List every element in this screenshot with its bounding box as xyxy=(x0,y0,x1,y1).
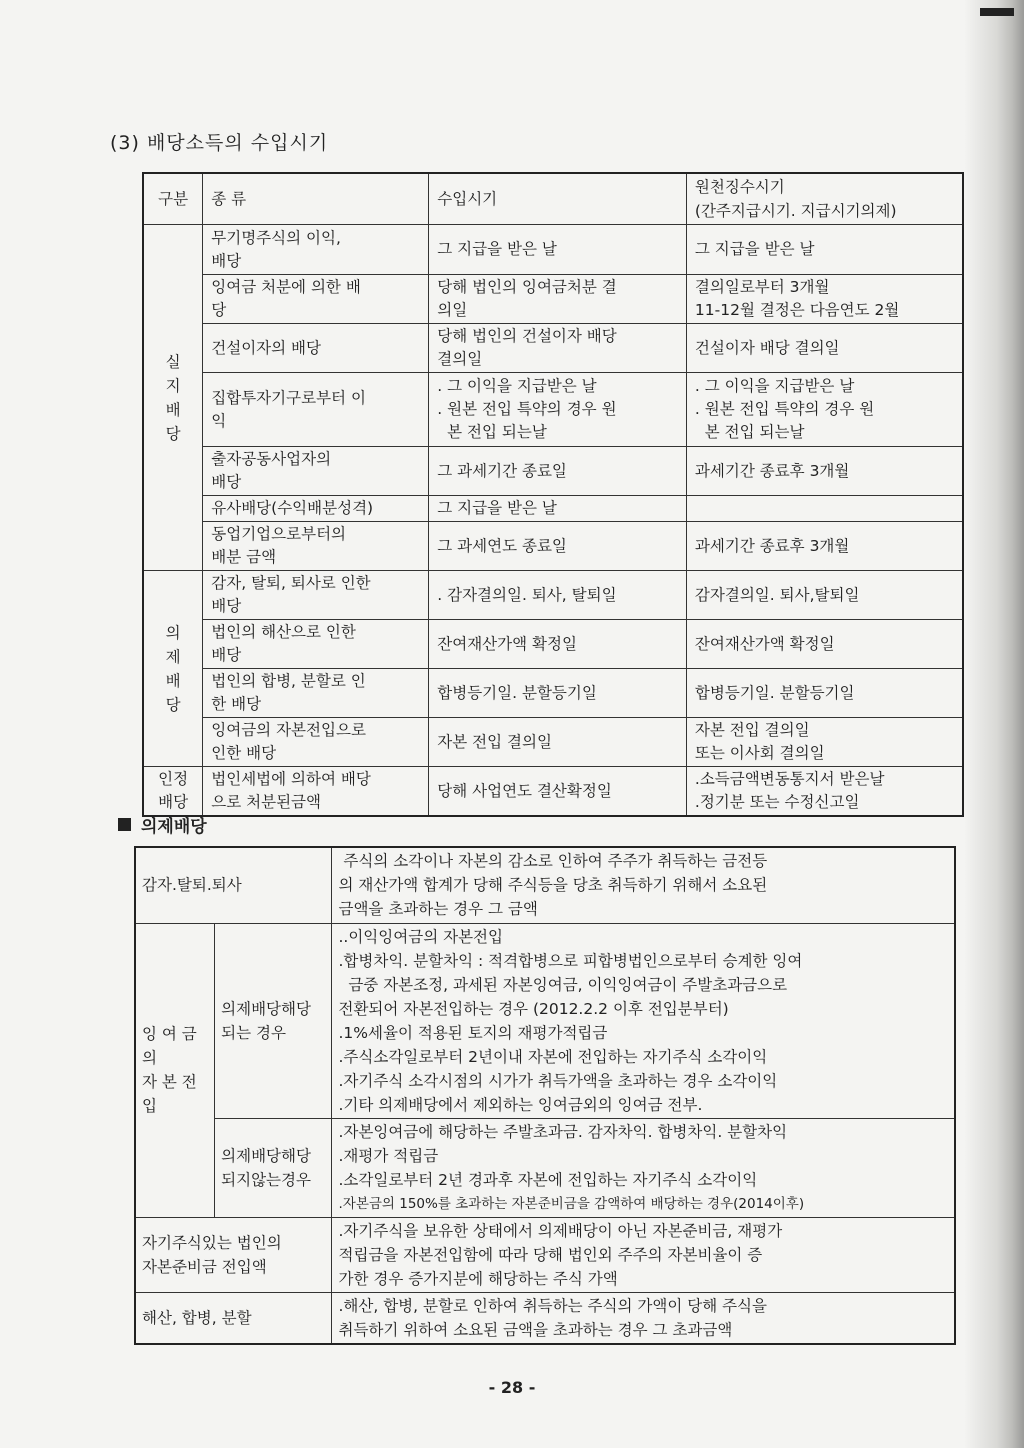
row-kind: 법인의 합병, 분할로 인 한 배당 xyxy=(203,669,429,718)
table-row xyxy=(143,275,963,324)
list-item: .기타 의제배당에서 제외하는 잉여금외의 잉여금 전부. xyxy=(338,1095,703,1114)
header-category: 구분 xyxy=(143,173,203,225)
header-withhold-line1: 원천징수시기 xyxy=(694,178,785,196)
row-kind: 무기명주식의 이익, 배당 xyxy=(203,225,429,275)
dividend-timing-table xyxy=(142,172,964,817)
row-kind: 잉여금 처분에 의한 배 당 xyxy=(203,275,429,324)
row-kind: 건설이자의 배당 xyxy=(203,324,429,373)
table-row xyxy=(143,669,963,718)
header-withhold-time xyxy=(686,173,963,225)
row-text-treasury-stock: .자기주식을 보유한 상태에서 의제배당이 아닌 자본준비금, 재평가 적립금을 자본전입함에 따라 당해 법인외 주주의 자본비율이 증 가한 경우 증가지분에 해당하는 주식 가액 xyxy=(332,1217,955,1292)
row-withhold: 감자결의일. 퇴사,탈퇴일 xyxy=(686,571,963,620)
table-row xyxy=(143,496,963,522)
row-receive: 그 지급을 받은 날 xyxy=(429,496,687,522)
row-withhold xyxy=(686,496,963,522)
table-row xyxy=(143,225,963,275)
row-label-surplus-capitalization: 잉 여 금 의 자 본 전 입 xyxy=(135,923,215,1217)
page-number: - 28 - xyxy=(488,1378,536,1397)
row-withhold: . 그 이익을 지급받은 날 . 원본 전입 특약의 경우 원 본 전입 되는날 xyxy=(686,373,963,447)
row-withhold: 잔여재산가액 확정일 xyxy=(686,620,963,669)
list-item: .1%세율이 적용된 토지의 재평가적립금 xyxy=(338,1023,608,1042)
row-receive: 당해 법인의 건설이자 배당 결의일 xyxy=(429,324,687,373)
row-kind: 감자, 탈퇴, 퇴사로 인한 배당 xyxy=(203,571,429,620)
not-applicable-items xyxy=(332,1118,955,1217)
row-label-treasury-stock: 자기주식있는 법인의 자본준비금 전입액 xyxy=(135,1217,332,1292)
list-item: .자기주식 소각시점의 시가가 취득가액을 초과하는 경우 소각이익 xyxy=(338,1071,778,1090)
list-item: ..이익잉여금의 자본전입 xyxy=(338,927,503,946)
row-withhold: 과세기간 종료후 3개월 xyxy=(686,447,963,496)
row-kind: 동업기업으로부터의 배분 금액 xyxy=(203,522,429,571)
table-row xyxy=(135,1118,955,1217)
table-row xyxy=(143,571,963,620)
section-title: (3) 배당소득의 수입시기 xyxy=(110,132,329,154)
subsection-title-text: 의제배당 xyxy=(141,817,207,837)
row-receive: 그 과세기간 종료일 xyxy=(429,447,687,496)
corner-mark xyxy=(980,8,1014,16)
row-withhold: 건설이자 배당 결의일 xyxy=(686,324,963,373)
page-edge-shadow xyxy=(964,0,1024,1448)
group-deemed-dividend: 의 제 배 당 xyxy=(143,571,203,767)
table-row xyxy=(143,373,963,447)
list-item: 금중 자본조정, 과세된 자본잉여금, 이익잉여금이 주발초과금으로 xyxy=(338,975,788,994)
row-label-applicable: 의제배당해당 되는 경우 xyxy=(215,923,332,1118)
list-item: .재평가 적립금 xyxy=(338,1146,439,1165)
row-receive: 그 과세연도 종료일 xyxy=(429,522,687,571)
row-kind: 출자공동사업자의 배당 xyxy=(203,447,429,496)
row-receive: . 그 이익을 지급받은 날 . 원본 전입 특약의 경우 원 본 전입 되는날 xyxy=(429,373,687,447)
list-item: .자본금의 150%를 초과하는 자본준비금을 감액하여 배당하는 경우(2014이후) xyxy=(338,1195,805,1212)
table-row xyxy=(143,324,963,373)
table-row xyxy=(143,447,963,496)
table-row xyxy=(135,1217,955,1292)
row-receive: 당해 사업연도 결산확정일 xyxy=(429,767,687,817)
header-receive-time: 수입시기 xyxy=(429,173,687,225)
row-text-dissolution: .해산, 합병, 분할로 인하여 취득하는 주식의 가액이 당해 주식을 취득하기 위하여 소요된 금액을 초과하는 경우 그 초과금액 xyxy=(332,1292,955,1344)
table-row xyxy=(135,923,955,1118)
row-receive: 그 지급을 받은 날 xyxy=(429,225,687,275)
list-item: .소각일로부터 2년 경과후 자본에 전입하는 자기주식 소각이익 xyxy=(338,1170,758,1189)
row-receive: . 감자결의일. 퇴사, 탈퇴일 xyxy=(429,571,687,620)
table-header-row xyxy=(143,173,963,225)
row-withhold: 과세기간 종료후 3개월 xyxy=(686,522,963,571)
row-withhold: 결의일로부터 3개월 11-12월 결정은 다음연도 2월 xyxy=(686,275,963,324)
square-bullet-icon xyxy=(118,818,131,831)
list-item: .자본잉여금에 해당하는 주발초과금. 감자차익. 합병차익. 분할차익 xyxy=(338,1122,788,1141)
applicable-items xyxy=(332,923,955,1118)
table-row xyxy=(135,1292,955,1344)
deemed-dividend-table xyxy=(134,846,956,1345)
header-kind: 종 류 xyxy=(203,173,429,225)
list-item: .합병차익. 분할차익 : 적격합병으로 피합병법인으로부터 승계한 잉여 xyxy=(338,951,803,970)
list-item: .주식소각일로부터 2년이내 자본에 전입하는 자기주식 소각이익 xyxy=(338,1047,768,1066)
row-kind: 유사배당(수익배분성격) xyxy=(203,496,429,522)
row-label-capital-reduction: 감자.탈퇴.퇴사 xyxy=(135,847,332,923)
row-withhold: .소득금액변동통지서 받은날 .정기분 또는 수정신고일 xyxy=(686,767,963,817)
table-row xyxy=(143,620,963,669)
row-withhold: 자본 전입 결의일 또는 이사회 결의일 xyxy=(686,718,963,767)
row-kind: 집합투자기구로부터 이 익 xyxy=(203,373,429,447)
row-receive: 자본 전입 결의일 xyxy=(429,718,687,767)
table-row xyxy=(143,522,963,571)
list-item: 전환되어 자본전입하는 경우 (2012.2.2 이후 전입분부터) xyxy=(338,999,729,1018)
row-withhold: 그 지급을 받은 날 xyxy=(686,225,963,275)
group-real-dividend: 실 지 배 당 xyxy=(143,225,203,571)
row-text-capital-reduction: 주식의 소각이나 자본의 감소로 인하여 주주가 취득하는 금전등 의 재산가액 합계가 당해 주식등을 당초 취득하기 위해서 소요된 금액을 초과하는 경우 그 금액 xyxy=(332,847,955,923)
table-row xyxy=(143,718,963,767)
row-kind: 법인의 해산으로 인한 배당 xyxy=(203,620,429,669)
table-row xyxy=(135,847,955,923)
row-label-not-applicable: 의제배당해당 되지않는경우 xyxy=(215,1118,332,1217)
row-label-dissolution: 해산, 합병, 분할 xyxy=(135,1292,332,1344)
table-row xyxy=(143,767,963,817)
group-recognized-dividend: 인정 배당 xyxy=(143,767,203,817)
row-kind: 법인세법에 의하여 배당 으로 처분된금액 xyxy=(203,767,429,817)
subsection-title xyxy=(118,812,207,837)
row-receive: 잔여재산가액 확정일 xyxy=(429,620,687,669)
row-kind: 잉여금의 자본전입으로 인한 배당 xyxy=(203,718,429,767)
row-withhold: 합병등기일. 분할등기일 xyxy=(686,669,963,718)
row-receive: 합병등기일. 분할등기일 xyxy=(429,669,687,718)
row-receive: 당해 법인의 잉여금처분 결 의일 xyxy=(429,275,687,324)
header-withhold-line2: (간주지급시기. 지급시기의제) xyxy=(694,202,897,220)
